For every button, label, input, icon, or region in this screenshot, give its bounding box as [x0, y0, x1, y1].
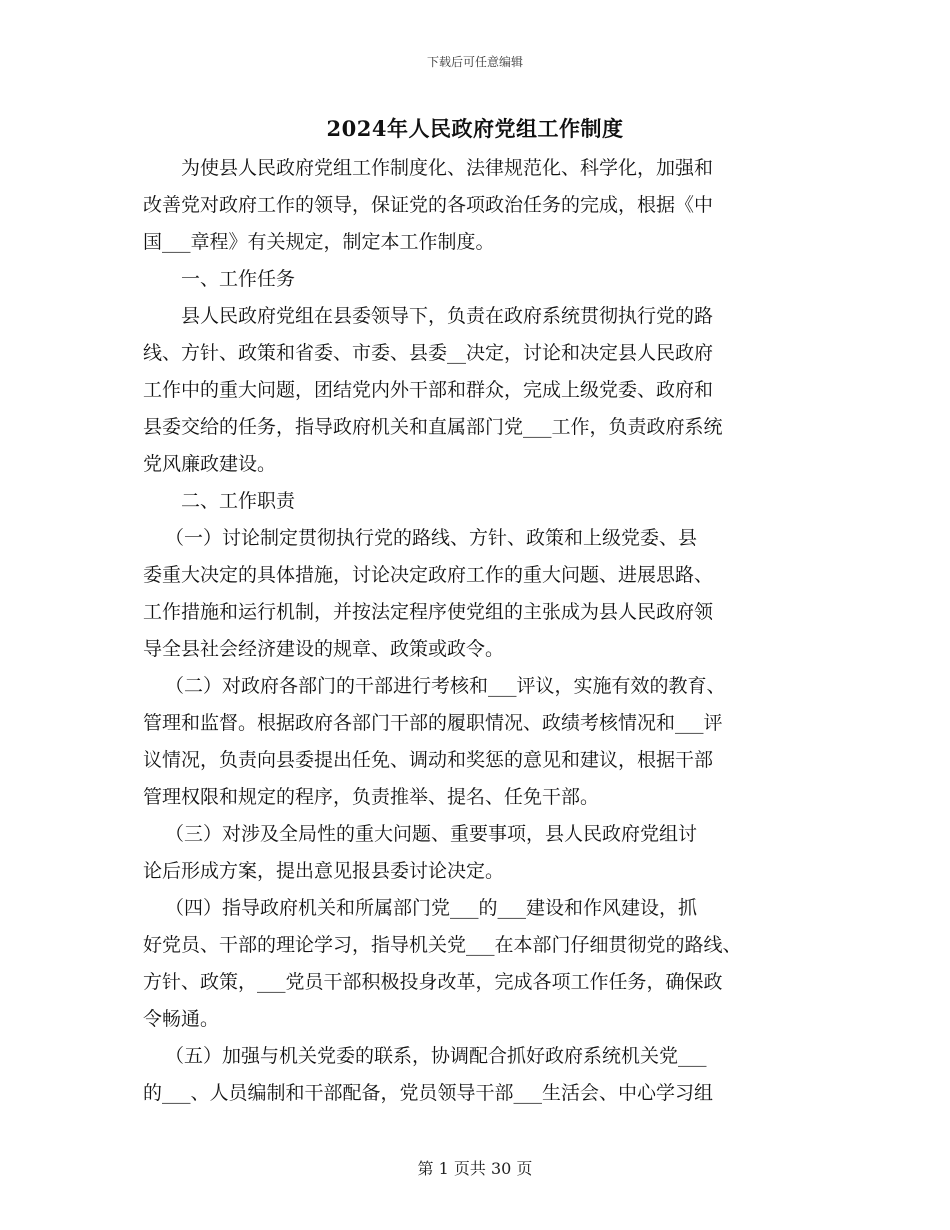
- paragraph-line: 的___、人员编制和干部配备，党员领导干部___生活会、中心学习组: [143, 1082, 714, 1104]
- paragraph-line: （三）对涉及全局性的重大问题、重要事项，县人民政府党组讨: [165, 823, 698, 845]
- document-body: [143, 150, 823, 1112]
- paragraph-line: 改善党对政府工作的领导，保证党的各项政治任务的完成，根据《中: [143, 194, 714, 216]
- paragraph-line: （一）讨论制定贯彻执行党的路线、方针、政策和上级党委、县: [165, 527, 698, 549]
- paragraph-line: 工作措施和运行机制，并按法定程序使党组的主张成为县人民政府领: [143, 601, 714, 623]
- section-heading: 一、工作任务: [181, 268, 296, 290]
- paragraph-line: 工作中的重大问题，团结党内外干部和群众，完成上级党委、政府和: [143, 379, 714, 401]
- document-title: 2024年人民政府党组工作制度: [326, 116, 624, 141]
- paragraph-line: 令畅通。: [143, 1008, 220, 1030]
- paragraph-line: 委重大决定的具体措施，讨论决定政府工作的重大问题、进展思路、: [143, 564, 714, 586]
- paragraph-line: 线、方针、政策和省委、市委、县委__决定，讨论和决定县人民政府: [143, 342, 714, 364]
- section-heading: 二、工作职责: [181, 490, 296, 512]
- paragraph-line: 议情况，负责向县委提出任免、调动和奖惩的意见和建议，根据干部: [143, 749, 714, 771]
- page-footer: 第 1 页共 30 页: [417, 1159, 533, 1178]
- page-header: 下载后可任意编辑: [426, 55, 523, 69]
- paragraph-line: 党风廉政建设。: [143, 453, 277, 475]
- paragraph-line: 论后形成方案，提出意见报县委讨论决定。: [143, 860, 505, 882]
- paragraph-line: 为使县人民政府党组工作制度化、法律规范化、科学化，加强和: [181, 157, 714, 179]
- paragraph-line: 县委交给的任务，指导政府机关和直属部门党___工作，负责政府系统: [143, 416, 723, 438]
- paragraph-line: 好党员、干部的理论学习，指导机关党___在本部门仔细贯彻党的路线、: [143, 934, 742, 956]
- paragraph-line: 方针、政策，___党员干部积极投身改革，完成各项工作任务，确保政: [143, 971, 723, 993]
- paragraph-line: （四）指导政府机关和所属部门党___的___建设和作风建设，抓: [165, 897, 698, 919]
- paragraph-line: 管理权限和规定的程序，负责推举、提名、任免干部。: [143, 786, 600, 808]
- paragraph-line: 国___章程》有关规定，制定本工作制度。: [143, 231, 495, 253]
- paragraph-line: 管理和监督。根据政府各部门干部的履职情况、政绩考核情况和___评: [143, 712, 723, 734]
- paragraph-line: 县人民政府党组在县委领导下，负责在政府系统贯彻执行党的路: [181, 305, 714, 327]
- paragraph-line: （五）加强与机关党委的联系，协调配合抓好政府系统机关党___: [165, 1045, 707, 1067]
- paragraph-line: 导全县社会经济建设的规章、政策或政令。: [143, 638, 505, 660]
- paragraph-line: （二）对政府各部门的干部进行考核和___评议，实施有效的教育、: [165, 675, 726, 697]
